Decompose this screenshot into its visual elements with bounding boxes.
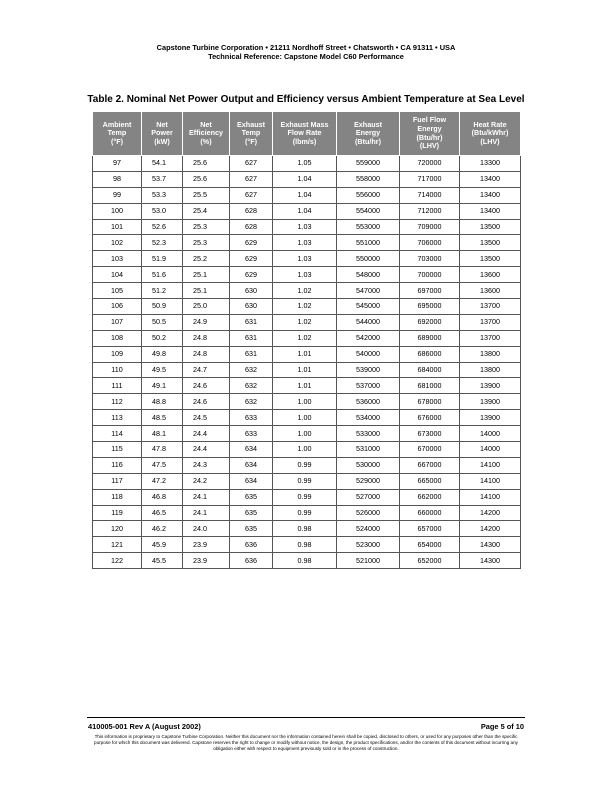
- table-cell: 660000: [400, 505, 460, 521]
- table-cell: 24.8: [183, 346, 230, 362]
- table-cell: 24.4: [183, 442, 230, 458]
- col-header-fuel-flow-energy: [400, 112, 460, 156]
- table-cell: 634: [230, 442, 273, 458]
- table-cell: 631: [230, 346, 273, 362]
- col-header-exhaust-mass-flow: [273, 112, 337, 156]
- col-header-heat-rate: [460, 112, 521, 156]
- table-cell: 24.1: [183, 505, 230, 521]
- table-cell: 534000: [337, 410, 400, 426]
- table-cell: 25.0: [183, 299, 230, 315]
- table-cell: 629: [230, 251, 273, 267]
- table-cell: 540000: [337, 346, 400, 362]
- table-cell: 629: [230, 267, 273, 283]
- table-row: [93, 473, 521, 489]
- table-cell: 49.8: [142, 346, 183, 362]
- table-cell: 24.1: [183, 489, 230, 505]
- table-cell: 24.6: [183, 394, 230, 410]
- table-cell: 25.3: [183, 235, 230, 251]
- table-cell: 14100: [460, 457, 521, 473]
- table-cell: 0.99: [273, 457, 337, 473]
- table-cell: 531000: [337, 442, 400, 458]
- table-row: [93, 219, 521, 235]
- table-row: [93, 457, 521, 473]
- table-cell: 14300: [460, 553, 521, 569]
- header-line: (kW): [154, 136, 170, 146]
- header-line: Net: [156, 119, 168, 129]
- table-cell: 14200: [460, 521, 521, 537]
- table-cell: 98: [93, 171, 142, 187]
- header-address: Capstone Turbine Corporation • 21211 Nordhoff Street • Chatsworth • CA 91311 • USA: [156, 43, 456, 52]
- table-cell: 1.03: [273, 219, 337, 235]
- table-cell: 1.04: [273, 187, 337, 203]
- table-cell: 51.9: [142, 251, 183, 267]
- table-cell: 25.6: [183, 171, 230, 187]
- table-cell: 662000: [400, 489, 460, 505]
- table-cell: 544000: [337, 314, 400, 330]
- table-cell: 530000: [337, 457, 400, 473]
- table-cell: 104: [93, 267, 142, 283]
- table-cell: 673000: [400, 426, 460, 442]
- footer-divider: [87, 717, 525, 718]
- table-cell: 627: [230, 187, 273, 203]
- table-row: [93, 505, 521, 521]
- header-line: Temp: [107, 128, 127, 138]
- table-cell: 689000: [400, 330, 460, 346]
- table-cell: 0.98: [273, 537, 337, 553]
- table-cell: 670000: [400, 442, 460, 458]
- table-cell: 684000: [400, 362, 460, 378]
- table-cell: 1.00: [273, 442, 337, 458]
- table-cell: 24.3: [183, 457, 230, 473]
- table-cell: 107: [93, 314, 142, 330]
- table-cell: 1.01: [273, 346, 337, 362]
- table-cell: 116: [93, 457, 142, 473]
- table-row: [93, 156, 521, 172]
- table-cell: 630: [230, 283, 273, 299]
- table-cell: 665000: [400, 473, 460, 489]
- table-cell: 630: [230, 299, 273, 315]
- table-cell: 13800: [460, 362, 521, 378]
- table-cell: 628: [230, 219, 273, 235]
- table-cell: 110: [93, 362, 142, 378]
- table-cell: 629: [230, 235, 273, 251]
- table-cell: 53.0: [142, 203, 183, 219]
- table-cell: 551000: [337, 235, 400, 251]
- table-row: [93, 362, 521, 378]
- footer-proprietary-notice: This information is proprietary to Capstone Turbine Corporation. Neither this document nor the information contained herein shall be copied, disclosed to others, or used for any purposes other than the specific purpose for which this document was delivered. Capstone reserves the right to change or modify without notice, the design, the product specifications, and/or the contents of this document without incurring any obligation either with respect to equipment previously sold or in the process of construction.: [94, 734, 518, 751]
- header-line: (Btu/hr): [416, 132, 443, 142]
- col-header-ambient-temp: [93, 112, 142, 156]
- table-cell: 654000: [400, 537, 460, 553]
- header-line: Exhaust: [237, 119, 265, 129]
- table-cell: 632: [230, 394, 273, 410]
- table-cell: 524000: [337, 521, 400, 537]
- table-cell: 13900: [460, 378, 521, 394]
- table-row: [93, 283, 521, 299]
- table-cell: 1.04: [273, 171, 337, 187]
- table-row: [93, 553, 521, 569]
- table-cell: 115: [93, 442, 142, 458]
- table-cell: 703000: [400, 251, 460, 267]
- col-header-exhaust-energy: [337, 112, 400, 156]
- header-line: (Btu/hr): [355, 136, 381, 146]
- table-cell: 100: [93, 203, 142, 219]
- table-cell: 697000: [400, 283, 460, 299]
- table-cell: 99: [93, 187, 142, 203]
- header-line: (°F): [110, 136, 124, 146]
- table-cell: 108: [93, 330, 142, 346]
- table-cell: 14200: [460, 505, 521, 521]
- table-cell: 526000: [337, 505, 400, 521]
- table-cell: 111: [93, 378, 142, 394]
- table-cell: 46.2: [142, 521, 183, 537]
- table-cell: 1.05: [273, 156, 337, 172]
- table-row: [93, 521, 521, 537]
- table-cell: 636: [230, 553, 273, 569]
- header-line: Exhaust Mass: [280, 119, 329, 129]
- table-cell: 53.7: [142, 171, 183, 187]
- table-cell: 634: [230, 457, 273, 473]
- table-row: [93, 410, 521, 426]
- table-cell: 550000: [337, 251, 400, 267]
- table-cell: 633: [230, 426, 273, 442]
- table-cell: 712000: [400, 203, 460, 219]
- table-cell: 46.8: [142, 489, 183, 505]
- table-cell: 122: [93, 553, 142, 569]
- table-cell: 539000: [337, 362, 400, 378]
- table-cell: 24.7: [183, 362, 230, 378]
- table-cell: 559000: [337, 156, 400, 172]
- table-cell: 54.1: [142, 156, 183, 172]
- table-cell: 14100: [460, 473, 521, 489]
- table-cell: 695000: [400, 299, 460, 315]
- table-cell: 720000: [400, 156, 460, 172]
- table-cell: 97: [93, 156, 142, 172]
- table-header-row: [93, 112, 521, 156]
- table-row: [93, 330, 521, 346]
- table-cell: 545000: [337, 299, 400, 315]
- header-line: (lbm/s): [292, 136, 317, 146]
- header-line: Energy: [355, 128, 381, 138]
- header-line: Exhaust: [354, 119, 382, 129]
- table-cell: 635: [230, 521, 273, 537]
- table-row: [93, 489, 521, 505]
- table-cell: 47.5: [142, 457, 183, 473]
- header-subtitle: Technical Reference: Capstone Model C60 Performance: [208, 52, 404, 61]
- table-cell: 24.8: [183, 330, 230, 346]
- table-cell: 101: [93, 219, 142, 235]
- table-cell: 1.02: [273, 283, 337, 299]
- table-cell: 13400: [460, 203, 521, 219]
- table-cell: 1.03: [273, 251, 337, 267]
- header-line: Net: [200, 119, 212, 129]
- performance-table: [92, 111, 521, 569]
- table-cell: 51.2: [142, 283, 183, 299]
- table-cell: 521000: [337, 553, 400, 569]
- table-cell: 25.1: [183, 283, 230, 299]
- table-cell: 118: [93, 489, 142, 505]
- table-cell: 24.2: [183, 473, 230, 489]
- table-cell: 692000: [400, 314, 460, 330]
- table-cell: 13500: [460, 235, 521, 251]
- col-header-net-power: [142, 112, 183, 156]
- table-cell: 25.4: [183, 203, 230, 219]
- table-cell: 23.9: [183, 553, 230, 569]
- table-cell: 105: [93, 283, 142, 299]
- table-cell: 0.98: [273, 553, 337, 569]
- table-cell: 631: [230, 330, 273, 346]
- table-cell: 114: [93, 426, 142, 442]
- table-row: [93, 314, 521, 330]
- table-cell: 117: [93, 473, 142, 489]
- table-cell: 1.02: [273, 330, 337, 346]
- table-cell: 23.9: [183, 537, 230, 553]
- table-cell: 112: [93, 394, 142, 410]
- table-cell: 667000: [400, 457, 460, 473]
- table-cell: 686000: [400, 346, 460, 362]
- table-cell: 51.6: [142, 267, 183, 283]
- header-line: Ambient: [102, 119, 132, 129]
- table-cell: 676000: [400, 410, 460, 426]
- table-cell: 53.3: [142, 187, 183, 203]
- table-cell: 48.5: [142, 410, 183, 426]
- table-cell: 678000: [400, 394, 460, 410]
- table-cell: 25.3: [183, 219, 230, 235]
- table-cell: 48.1: [142, 426, 183, 442]
- table-cell: 554000: [337, 203, 400, 219]
- table-body: [93, 156, 521, 569]
- table-cell: 50.9: [142, 299, 183, 315]
- table-cell: 24.0: [183, 521, 230, 537]
- table-cell: 652000: [400, 553, 460, 569]
- table-row: [93, 426, 521, 442]
- table-cell: 103: [93, 251, 142, 267]
- table-cell: 533000: [337, 426, 400, 442]
- table-row: [93, 187, 521, 203]
- table-cell: 548000: [337, 267, 400, 283]
- page-header: [0, 43, 612, 61]
- table-cell: 14000: [460, 426, 521, 442]
- table-cell: 628: [230, 203, 273, 219]
- table-cell: 47.2: [142, 473, 183, 489]
- table-cell: 717000: [400, 171, 460, 187]
- table-cell: 1.00: [273, 410, 337, 426]
- header-line: (°F): [244, 136, 258, 146]
- table-cell: 14000: [460, 442, 521, 458]
- table-row: [93, 251, 521, 267]
- table-cell: 13500: [460, 219, 521, 235]
- table-cell: 14300: [460, 537, 521, 553]
- table-cell: 13300: [460, 156, 521, 172]
- table-cell: 529000: [337, 473, 400, 489]
- table-cell: 657000: [400, 521, 460, 537]
- table-row: [93, 171, 521, 187]
- table-cell: 709000: [400, 219, 460, 235]
- table-cell: 109: [93, 346, 142, 362]
- table-cell: 0.99: [273, 473, 337, 489]
- table-cell: 13700: [460, 299, 521, 315]
- table-cell: 102: [93, 235, 142, 251]
- header-line: (LHV): [480, 136, 500, 146]
- table-row: [93, 537, 521, 553]
- table-cell: 13900: [460, 410, 521, 426]
- table-cell: 113: [93, 410, 142, 426]
- table-cell: 47.8: [142, 442, 183, 458]
- table-cell: 0.98: [273, 521, 337, 537]
- table-cell: 25.5: [183, 187, 230, 203]
- header-line: Efficiency: [189, 128, 223, 138]
- table-cell: 13400: [460, 171, 521, 187]
- header-line: Temp: [241, 128, 261, 138]
- table-cell: 631: [230, 314, 273, 330]
- table-cell: 556000: [337, 187, 400, 203]
- table-cell: 24.9: [183, 314, 230, 330]
- table-cell: 48.8: [142, 394, 183, 410]
- table-cell: 119: [93, 505, 142, 521]
- table-cell: 45.9: [142, 537, 183, 553]
- table-cell: 0.99: [273, 505, 337, 521]
- table-cell: 24.6: [183, 378, 230, 394]
- table-title: Table 2. Nominal Net Power Output and Efficiency versus Ambient Temperature at Sea Level: [87, 94, 525, 105]
- header-line: (Btu/kWhr): [471, 128, 509, 138]
- table-cell: 1.01: [273, 362, 337, 378]
- table-cell: 120: [93, 521, 142, 537]
- table-cell: 50.2: [142, 330, 183, 346]
- table-cell: 700000: [400, 267, 460, 283]
- table-cell: 46.5: [142, 505, 183, 521]
- table-cell: 632: [230, 362, 273, 378]
- table-row: [93, 299, 521, 315]
- table-cell: 50.5: [142, 314, 183, 330]
- table-cell: 632: [230, 378, 273, 394]
- footer-document-id: 410005-001 Rev A (August 2002): [88, 722, 201, 731]
- table-cell: 1.01: [273, 378, 337, 394]
- table-cell: 1.03: [273, 267, 337, 283]
- table-cell: 553000: [337, 219, 400, 235]
- table-cell: 1.04: [273, 203, 337, 219]
- table-cell: 537000: [337, 378, 400, 394]
- table-cell: 25.1: [183, 267, 230, 283]
- table-cell: 13600: [460, 283, 521, 299]
- table-cell: 547000: [337, 283, 400, 299]
- footer-page-number: Page 5 of 10: [480, 722, 524, 731]
- table-cell: 45.5: [142, 553, 183, 569]
- table-row: [93, 442, 521, 458]
- table-cell: 13700: [460, 314, 521, 330]
- header-line: Flow Rate: [287, 128, 322, 138]
- table-cell: 1.02: [273, 299, 337, 315]
- header-line: Heat Rate: [473, 119, 507, 129]
- table-cell: 1.02: [273, 314, 337, 330]
- table-cell: 121: [93, 537, 142, 553]
- table-cell: 1.03: [273, 235, 337, 251]
- table-cell: 627: [230, 156, 273, 172]
- col-header-exhaust-temp: [230, 112, 273, 156]
- table-cell: 24.4: [183, 426, 230, 442]
- table-cell: 24.5: [183, 410, 230, 426]
- table-cell: 635: [230, 505, 273, 521]
- table-row: [93, 394, 521, 410]
- table-cell: 14100: [460, 489, 521, 505]
- table-cell: 13900: [460, 394, 521, 410]
- header-line: Energy: [417, 123, 442, 133]
- table-cell: 706000: [400, 235, 460, 251]
- table-cell: 1.00: [273, 426, 337, 442]
- table-cell: 25.6: [183, 156, 230, 172]
- table-cell: 527000: [337, 489, 400, 505]
- table-cell: 13600: [460, 267, 521, 283]
- table-cell: 0.99: [273, 489, 337, 505]
- table-cell: 633: [230, 410, 273, 426]
- col-header-net-efficiency: [183, 112, 230, 156]
- table-row: [93, 235, 521, 251]
- table-cell: 52.6: [142, 219, 183, 235]
- table-cell: 627: [230, 171, 273, 187]
- table-row: [93, 378, 521, 394]
- table-cell: 558000: [337, 171, 400, 187]
- table-row: [93, 267, 521, 283]
- table-cell: 13800: [460, 346, 521, 362]
- header-line: (LHV): [419, 141, 440, 151]
- table-cell: 636: [230, 537, 273, 553]
- table-cell: 49.1: [142, 378, 183, 394]
- table-cell: 13400: [460, 187, 521, 203]
- table-cell: 536000: [337, 394, 400, 410]
- table-cell: 635: [230, 489, 273, 505]
- table-cell: 523000: [337, 537, 400, 553]
- table-cell: 714000: [400, 187, 460, 203]
- table-cell: 634: [230, 473, 273, 489]
- table-row: [93, 346, 521, 362]
- table-cell: 13500: [460, 251, 521, 267]
- header-line: Power: [151, 128, 173, 138]
- table-cell: 52.3: [142, 235, 183, 251]
- table-cell: 542000: [337, 330, 400, 346]
- table-cell: 1.00: [273, 394, 337, 410]
- table-cell: 49.5: [142, 362, 183, 378]
- table-cell: 106: [93, 299, 142, 315]
- table-cell: 25.2: [183, 251, 230, 267]
- table-cell: 681000: [400, 378, 460, 394]
- table-cell: 13700: [460, 330, 521, 346]
- header-line: Fuel Flow: [412, 115, 447, 125]
- table-row: [93, 203, 521, 219]
- header-line: (%): [200, 136, 212, 146]
